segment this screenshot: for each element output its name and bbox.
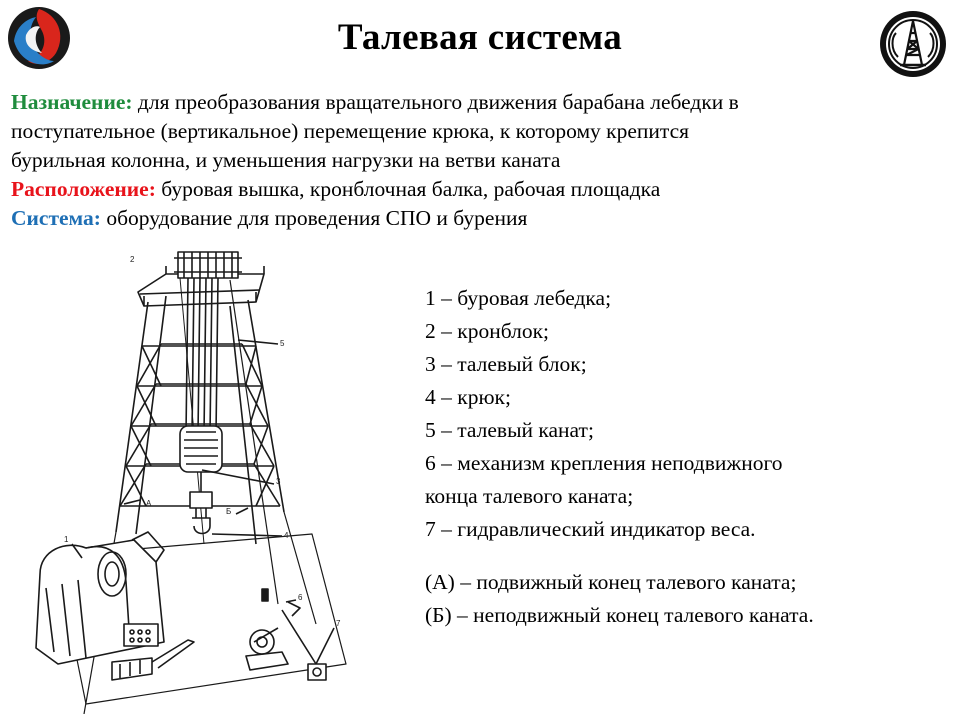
- legend-item: 6 – механизм крепления неподвижного: [425, 451, 783, 475]
- purpose-line-2: поступательное (вертикальное) перемещение крюка, к которому крепится: [11, 119, 690, 143]
- legend-item: 4 – крюк;: [425, 385, 511, 409]
- legend-item: конца талевого каната;: [425, 484, 634, 508]
- callout-1: 1: [64, 535, 69, 544]
- callout-a: А: [146, 499, 152, 508]
- location-text: буровая вышка, кронблочная балка, рабочая площадка: [155, 177, 661, 201]
- legend-spacer: [425, 546, 955, 566]
- purpose-label: Назначение:: [11, 90, 133, 114]
- callout-5: 5: [280, 339, 285, 348]
- callout-4: 4: [284, 531, 289, 540]
- callout-6: 6: [298, 593, 303, 602]
- legend-item: 5 – талевый канат;: [425, 418, 594, 442]
- legend-item: 7 – гидравлический индикатор веса.: [425, 517, 756, 541]
- system-label: Система:: [11, 206, 101, 230]
- callout-b: Б: [226, 507, 232, 516]
- callout-2: 2: [130, 255, 135, 264]
- purpose-line: [11, 88, 951, 117]
- purpose-line-3: бурильная колонна, и уменьшения нагрузки на ветви каната: [11, 148, 561, 172]
- legend-note: (Б) – неподвижный конец талевого каната.: [425, 603, 814, 627]
- callout-3: 3: [276, 477, 281, 486]
- intro-block: [11, 88, 951, 233]
- legend-item: 1 – буровая лебедка;: [425, 286, 612, 310]
- legend: [425, 282, 955, 632]
- system-line: [11, 204, 951, 233]
- drilling-rig-illustration: [16, 244, 352, 714]
- location-line: [11, 175, 951, 204]
- location-label: Расположение:: [11, 177, 156, 201]
- callout-7: 7: [336, 619, 341, 628]
- legend-item: 2 – кронблок;: [425, 319, 550, 343]
- system-text: оборудование для проведения СПО и бурения: [100, 206, 528, 230]
- legend-item: 3 – талевый блок;: [425, 352, 587, 376]
- legend-note: (А) – подвижный конец талевого каната;: [425, 570, 797, 594]
- slide-title: Талевая система: [337, 17, 623, 58]
- purpose-text: для преобразования вращательного движения барабана лебедки в: [132, 90, 739, 114]
